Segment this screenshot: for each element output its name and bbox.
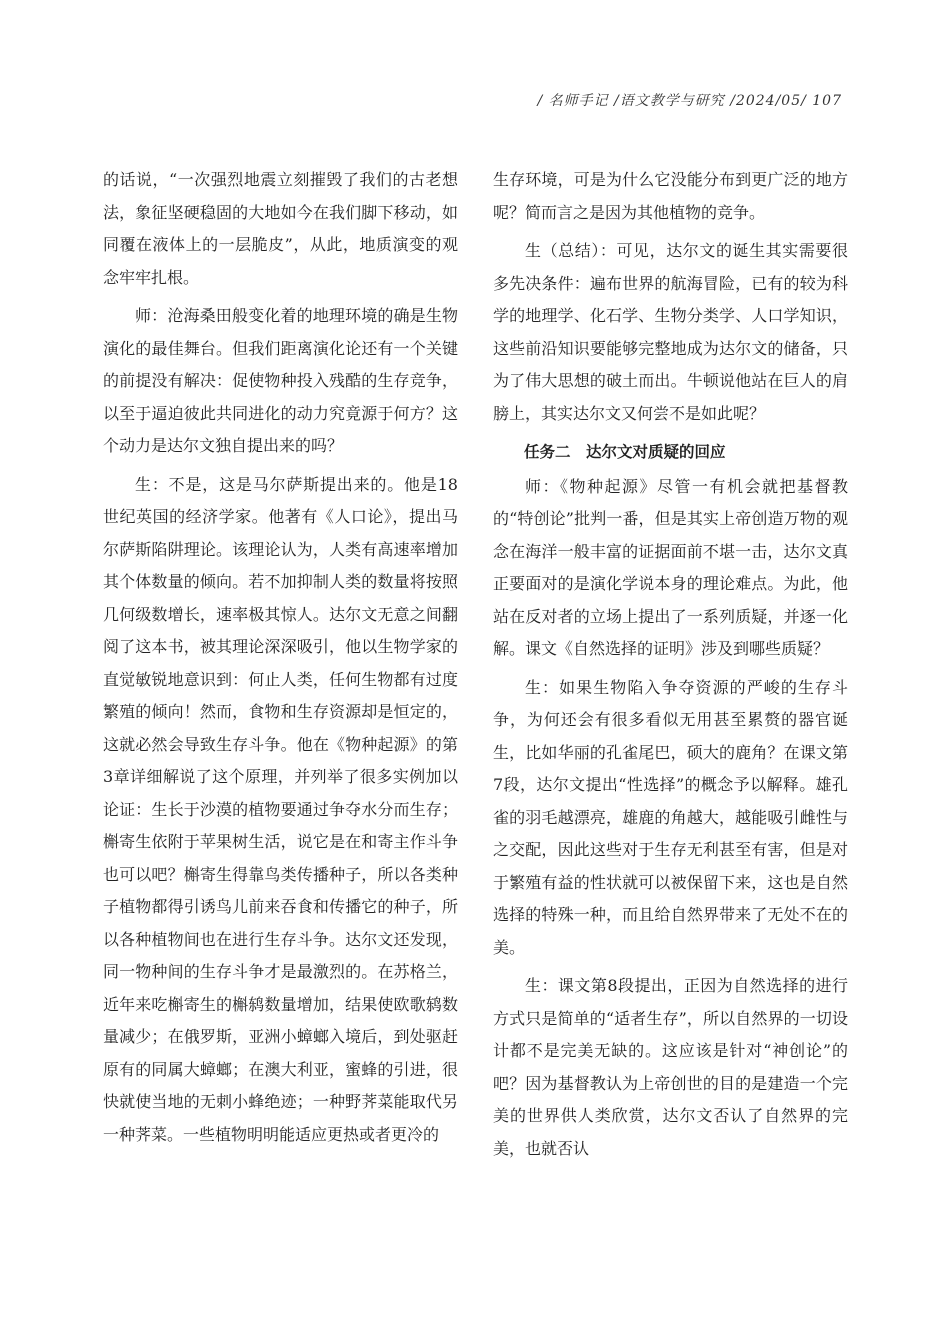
paragraph: 生：如果生物陷入争夺资源的严峻的生存斗争，为何还会有很多看似无用甚至累赘的器官诞生，比如华丽的孔雀尾巴，硕大的鹿角？在课文第7段，达尔文提出“性选择”的概念予以解释。雄孔雀的羽毛越漂亮，雄鹿的角越大，越能吸引雌性与之交配，因此这些对于生存无利甚至有害，但是对于繁殖有益的性状就可以被保留下来，这也是自然选择的特殊一种，而且给自然界带来了无处不在的美。 bbox=[493, 677, 848, 957]
right-column bbox=[493, 164, 848, 1171]
paragraph: 生存环境，可是为什么它没能分布到更广泛的地方呢？简而言之是因为其他植物的竞争。 bbox=[493, 170, 848, 222]
paragraph: 生：不是，这是马尔萨斯提出来的。他是18世纪英国的经济学家。他著有《人口论》，提出马尔萨斯陷阱理论。该理论认为，人类有高速率增加其个体数量的倾向。若不加抑制人类的数量将按照几何级数增长，速率极其惊人。达尔文无意之间翻阅了这本书，被其理论深深吸引，他以生物学家的直觉敏锐地意识到：何止人类，任何生物都有过度繁殖的倾向！然而，食物和生存资源却是恒定的，这就必然会导致生存斗争。他在《物种起源》的第3章详细解说了这个原理，并列举了很多实例加以论证：生长于沙漠的植物要通过争夺水分而生存；槲寄生依附于苹果树生活，说它是在和寄主作斗争也可以吧？槲寄生得靠鸟类传播种子，所以各类种子植物都得引诱鸟儿前来吞食和传播它的种子，所以各种植物间也在进行生存斗争。达尔文还发现，同一物种间的生存斗争才是最激烈的。在苏格兰，近年来吃槲寄生的槲鸫数量增加，结果使欧歌鸫数量减少；在俄罗斯，亚洲小蟑螂入境后，到处驱赶原有的同属大蟑螂；在澳大利亚，蜜蜂的引进，很快就使当地的无刺小蜂绝迹；一种野荠菜能取代另一种荠菜。一些植物明明能适应更热或者更冷的 bbox=[103, 474, 458, 1144]
section-heading: 任务二 达尔文对质疑的回应 bbox=[524, 443, 726, 461]
paragraph: 师：《物种起源》尽管一有机会就把基督教的“特创论”批判一番，但是其实上帝创造万物的观念在海洋一般丰富的证据面前不堪一击，达尔文真正要面对的是演化学说本身的理论难点。为此，他站在反对者的立场上提出了一系列质疑，并逐一化解。课文《自然选择的证明》涉及到哪些质疑？ bbox=[493, 476, 848, 658]
paragraph: 师：沧海桑田般变化着的地理环境的确是生物演化的最佳舞台。但我们距离演化论还有一个关键的前提没有解决：促使物种投入残酷的生存竞争，以至于逼迫彼此共同进化的动力究竟源于何方？这个动力是达尔文独自提出来的吗？ bbox=[103, 306, 458, 455]
running-header: / 名师手记 /语文教学与研究 /2024/05/ 107 bbox=[537, 93, 842, 109]
left-column bbox=[103, 164, 458, 1157]
paragraph: 的话说，“一次强烈地震立刻摧毁了我们的古老想法，象征坚硬稳固的大地如今在我们脚下移动，如同覆在液体上的一层脆皮”，从此，地质演变的观念牢牢扎根。 bbox=[103, 170, 458, 287]
paragraph: 生：课文第8段提出，正因为自然选择的进行方式只是简单的“适者生存”，所以自然界的一切设计都不是完美无缺的。这应该是针对“神创论”的吧？因为基督教认为上帝创世的目的是建造一个完美的世界供人类欣赏，达尔文否认了自然界的完美，也就否认 bbox=[493, 976, 848, 1158]
paragraph: 生（总结）：可见，达尔文的诞生其实需要很多先决条件：遍布世界的航海冒险，已有的较为科学的地理学、化石学、生物分类学、人口学知识，这些前沿知识要能够完整地成为达尔文的储备，只为了伟大思想的破土而出。牛顿说他站在巨人的肩膀上，其实达尔文又何尝不是如此呢？ bbox=[493, 241, 848, 423]
